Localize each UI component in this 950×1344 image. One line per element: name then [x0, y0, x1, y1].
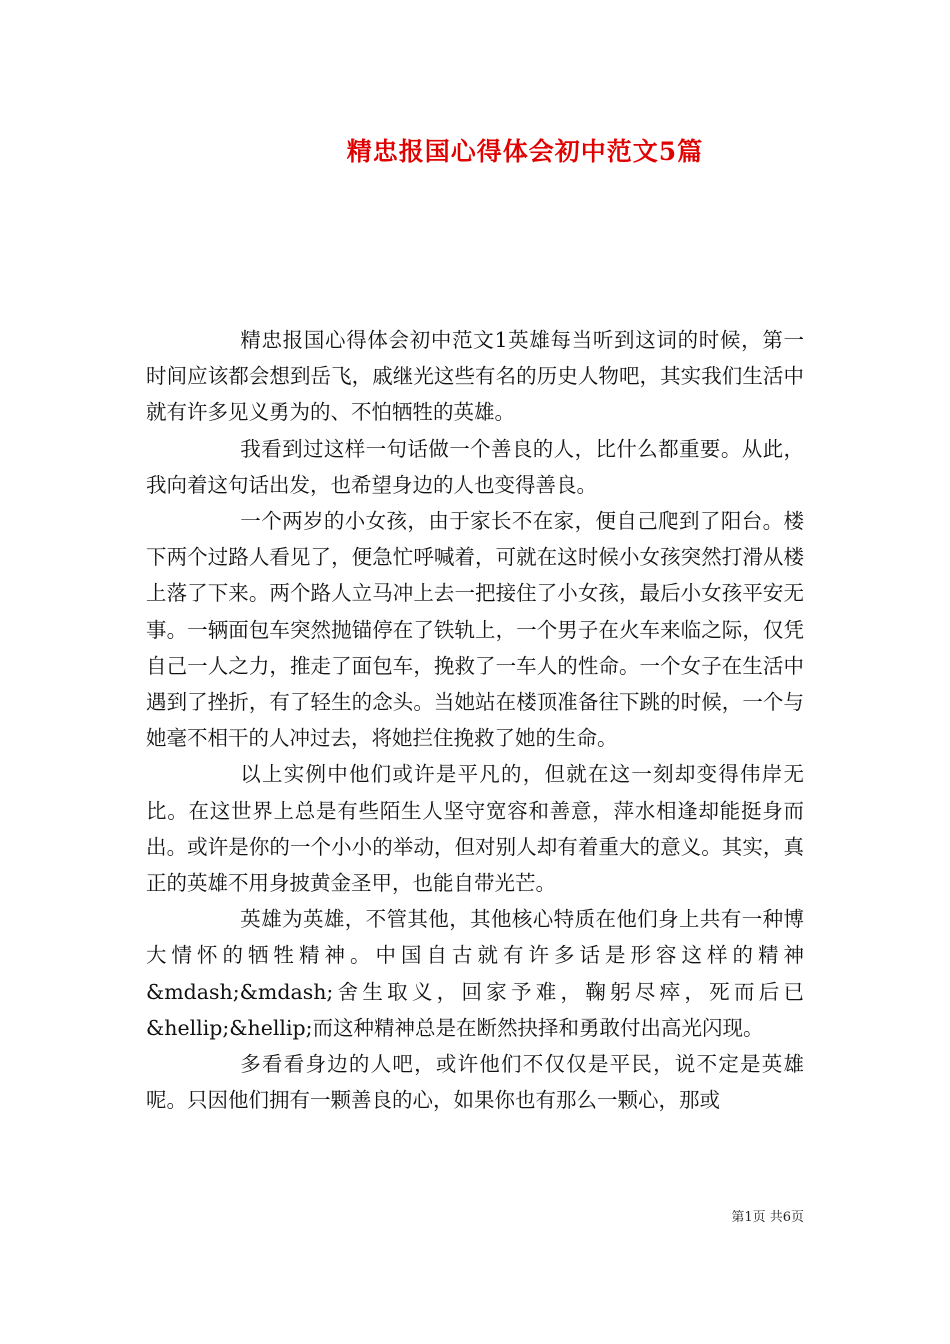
document-title: 精忠报国心得体会初中范文5篇 — [346, 137, 704, 166]
document-body — [146, 322, 804, 1118]
page-number-footer: 第1页 共6页 — [731, 1210, 804, 1225]
paragraph-3: 一个两岁的小女孩，由于家长不在家，便自己爬到了阳台。楼下两个过路人看见了，便急忙呼喊着，可就在这时候小女孩突然打滑从楼上落了下来。两个路人立马冲上去一把接住了小女孩，最后小女孩平安无事。一辆面包车突然抛锚停在了铁轨上，一个男子在火车来临之际，仅凭自己一人之力，推走了面包车，挽救了一车人的性命。一个女子在生活中遇到了挫折，有了轻生的念头。当她站在楼顶准备往下跳的时候，一个与她毫不相干的人冲过去，将她拦住挽救了她的生命。 — [146, 509, 804, 751]
paragraph-5: 英雄为英雄，不管其他，其他核心特质在他们身上共有一种博大情怀的牺牲精神。中国自古就有许多话是形容这样的精神&mdash;&mdash;舍生取义，回家予难，鞠躬尽瘁，死而后已&hellip;&hellip;而这种精神总是在断然抉择和勇敢付出高光闪现。 — [146, 907, 804, 1040]
paragraph-6: 多看看身边的人吧，或许他们不仅仅是平民，说不定是英雄呢。只因他们拥有一颗善良的心，如果你也有那么一颗心，那或 — [146, 1052, 804, 1113]
paragraph-4: 以上实例中他们或许是平凡的，但就在这一刻却变得伟岸无比。在这世界上总是有些陌生人坚守宽容和善意，萍水相逢却能挺身而出。或许是你的一个小小的举动，但对别人却有着重大的意义。其实，真正的英雄不用身披黄金圣甲，也能自带光芒。 — [146, 762, 804, 896]
paragraph-2: 我看到过这样一句话做一个善良的人，比什么都重要。从此，我向着这句话出发，也希望身边的人也变得善良。 — [146, 436, 804, 497]
paragraph-1: 精忠报国心得体会初中范文1英雄每当听到这词的时候，第一时间应该都会想到岳飞，戚继光这些有名的历史人物吧，其实我们生活中就有许多见义勇为的、不怕牺牲的英雄。 — [146, 328, 804, 425]
